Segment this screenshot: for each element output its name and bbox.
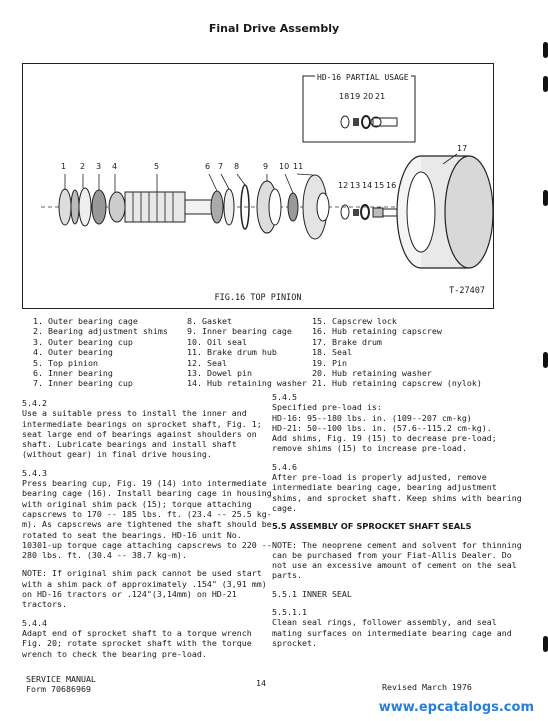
footer-manual (26, 674, 96, 694)
section-number: 5.4.6 (272, 461, 297, 472)
manual-title: SERVICE MANUAL (26, 674, 96, 684)
callout-18: 18 (339, 92, 350, 101)
right-text-column (272, 392, 522, 656)
subsection-heading: 5.5.1 INNER SEAL (272, 588, 352, 599)
section-number: 5.4.3 (22, 467, 47, 478)
paragraph-text: NOTE: If original shim pack cannot be used start with a shim pack of approximately .154" (3,91 mm) on HD-16 tractors or .124"(3,14mm) on HD-21 tractors. (22, 568, 267, 610)
parts-legend-col2 (187, 316, 307, 389)
callout-3: 3 (96, 162, 102, 171)
paragraph-text: After pre-load is properly adjusted, remove intermediate bearing cage, bearing adjustment shims, and sprocket shaft. Keep shims with bearing cage. (272, 472, 522, 513)
paragraph-text: NOTE: The neoprene cement and solvent for thinning can be purchased from your Fiat-Allis Dealer. Do not use an excessive amount of cement on the seal parts. (272, 539, 522, 581)
paragraph-5-4-2 (22, 398, 272, 460)
legend-item: 17. Brake drum (312, 336, 382, 347)
paragraph-text: Press bearing cup, Fig. 19 (14) into intermediate bearing cage (16). Install bearing cage in housing with original shim pack (15); torque attaching capscrews to 170 -- 185 lbs. ft. (23.4 -- 25.5 kg-m). As capscrews are tightened the shaft should be rotated to seat the bearings. HD-16 unit No. 10301-up torque cage attaching capscrews to 220 -- 280 lbs. ft. (30.4 -- 38.7 kg-m). (22, 478, 272, 561)
callout-4: 4 (112, 162, 118, 171)
binder-mark (543, 636, 548, 652)
legend-item: 11. Brake drum hub (187, 347, 277, 358)
binder-mark (543, 42, 548, 58)
watermark-link[interactable]: www.epcatalogs.com (378, 700, 534, 715)
legend-item: 18. Seal (312, 347, 352, 358)
parts-legend-col3 (312, 316, 482, 389)
callout-16: 16 (386, 181, 397, 190)
exploded-view-figure (22, 63, 494, 309)
section-heading: 5.5 ASSEMBLY OF SPROCKET SHAFT SEALS (272, 521, 472, 532)
callout-1: 1 (61, 162, 67, 171)
binder-mark (543, 352, 548, 368)
paragraph-5-4-5 (272, 392, 522, 454)
callout-7: 7 (218, 162, 224, 171)
callout-10: 10 (279, 162, 290, 171)
legend-item: 19. Pin (312, 357, 347, 368)
figure-code: T-27407 (449, 286, 485, 296)
paragraph-5-4-3 (22, 468, 272, 561)
legend-item: 14. Hub retaining washer (187, 378, 307, 389)
legend-item: 2. Bearing adjustment shims (33, 326, 168, 337)
parts-legend-col1 (33, 316, 168, 389)
legend-item: 1. Outer bearing cage (33, 316, 138, 326)
binder-mark (543, 190, 548, 206)
paragraph-text: Adapt end of sprocket shaft to a torque wrench Fig. 20; rotate sprocket shaft with the torque wrench to check the bearing pre-load. (22, 627, 252, 659)
callout-9: 9 (263, 162, 269, 171)
paragraph-text: HD-21: 50--100 lbs. in. (57.6--115.2 cm-kg). (272, 422, 492, 433)
left-text-column (22, 398, 272, 667)
paragraph-text: Add shims, Fig. 19 (15) to decrease pre-load; remove shims (15) to increase pre-load. (272, 433, 497, 454)
legend-item: 4. Outer bearing (33, 347, 113, 358)
page-title: Final Drive Assembly (208, 22, 340, 35)
figure-caption: FIG.16 TOP PINION (214, 293, 302, 303)
form-number: Form 70686969 (26, 684, 91, 694)
paragraph-text: HD-16: 95--180 lbs. in. (109--207 cm-kg) (272, 412, 472, 423)
page-number: 14 (256, 678, 266, 688)
paragraph-5-4-4 (22, 618, 272, 659)
callout-2: 2 (80, 162, 86, 171)
legend-item: 15. Capscrew lock (312, 316, 397, 326)
partial-usage-label: HD-16 PARTIAL USAGE (317, 73, 409, 82)
section-number: 5.4.2 (22, 398, 47, 408)
legend-item: 5. Top pinion (33, 357, 98, 368)
callout-12: 12 (338, 181, 349, 190)
callout-19: 19 (350, 92, 361, 101)
note-paragraph (22, 568, 272, 609)
exploded-drawing (23, 64, 493, 308)
legend-item: 20. Hub retaining washer (312, 368, 432, 379)
legend-item: 13. Dowel pin (187, 368, 252, 379)
legend-item: 21. Hub retaining capscrew (nylok) (312, 378, 482, 389)
legend-item: 9. Inner bearing cage (187, 326, 292, 337)
section-number: 5.4.4 (22, 617, 47, 628)
callout-15: 15 (374, 181, 385, 190)
paragraph-5-5-1-1 (272, 607, 522, 648)
callout-5: 5 (154, 162, 160, 171)
legend-item: 3. Outer bearing cup (33, 336, 133, 347)
paragraph-text: Clean seal rings, follower assembly, and seal mating surfaces on intermediate bearing cage and sprocket. (272, 617, 512, 648)
callout-17: 17 (457, 144, 468, 153)
callout-21: 21 (375, 92, 386, 101)
legend-item: 6. Inner bearing (33, 368, 113, 379)
legend-item: 10. Oil seal (187, 336, 247, 347)
section-number: 5.5.1.1 (272, 607, 307, 618)
note-paragraph (272, 540, 522, 581)
paragraph-text: Specified pre-load is: (272, 402, 382, 413)
callout-11: 11 (293, 162, 304, 171)
legend-item: 8. Gasket (187, 316, 232, 326)
legend-item: 16. Hub retaining capscrew (312, 326, 442, 337)
legend-item: 7. Inner bearing cup (33, 378, 133, 389)
binder-mark (543, 76, 548, 92)
section-number: 5.4.5 (272, 392, 297, 402)
callout-13: 13 (350, 181, 361, 190)
legend-item: 12. Seal (187, 357, 227, 368)
paragraph-5-4-6 (272, 462, 522, 513)
paragraph-text: Use a suitable press to install the inner and intermediate bearings on sprocket shaft, Fig. 1; seat large end of bearings against shoulders on shaft. Lubricate bearings and install shaft (without gear) in final drive housing. (22, 408, 262, 460)
revision-date: Revised March 1976 (382, 682, 472, 692)
callout-20: 20 (363, 92, 374, 101)
callout-14: 14 (362, 181, 373, 190)
callout-8: 8 (234, 162, 240, 171)
callout-6: 6 (205, 162, 211, 171)
